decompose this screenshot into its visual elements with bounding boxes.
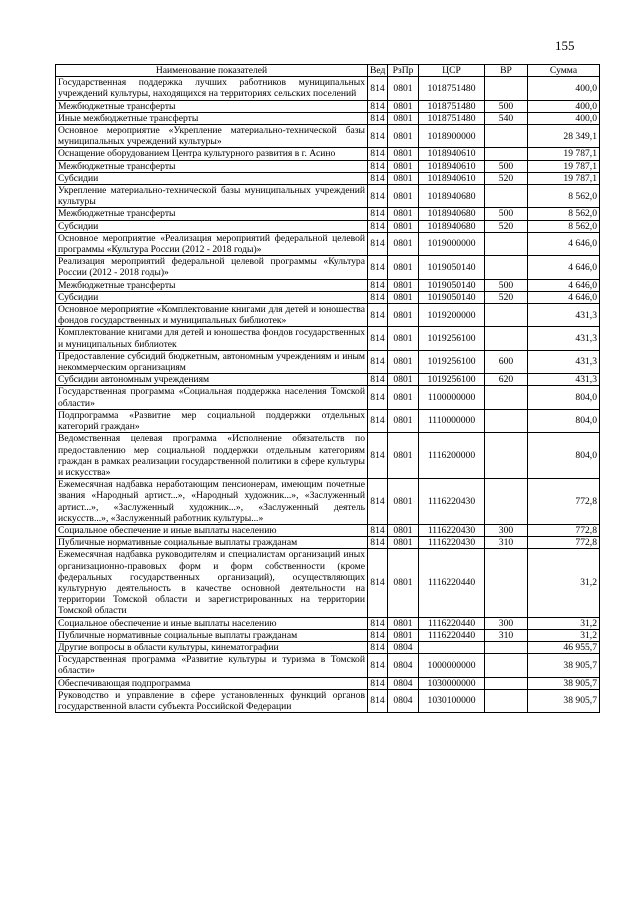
cell-name: Государственная программа «Развитие культуры и туризма в Томской области» [56, 654, 368, 677]
table-row [56, 549, 600, 617]
table-row [56, 256, 600, 279]
cell-csr: 1018940680 [419, 220, 485, 232]
cell-csr: 1019050140 [419, 256, 485, 279]
table-row [56, 374, 600, 386]
cell-vr: 500 [485, 100, 528, 112]
cell-name: Реализация мероприятий федеральной целевой программы «Культура России (2012 - 2018 годы)» [56, 256, 368, 279]
table-row [56, 291, 600, 303]
cell-sum: 772,8 [528, 524, 600, 536]
cell-rzpr: 0801 [388, 172, 419, 184]
cell-csr: 1030000000 [419, 677, 485, 689]
table-row [56, 220, 600, 232]
cell-ved: 814 [368, 350, 388, 373]
cell-csr: 1018940610 [419, 160, 485, 172]
cell-vr: 500 [485, 208, 528, 220]
cell-name: Ежемесячная надбавка неработающим пенсионерам, имеющим почетные звания «Народный артист...», «Народный художник...», «Заслуженный артист...», «Заслуженный художник...», «Заслуженный деятель искусств...», «Заслуженный работник культуры...» [56, 479, 368, 525]
table-row [56, 185, 600, 208]
cell-ved: 814 [368, 256, 388, 279]
table-row [56, 208, 600, 220]
cell-name: Подпрограмма «Развитие мер социальной поддержки отдельных категорий граждан» [56, 409, 368, 432]
cell-vr [485, 689, 528, 712]
cell-csr: 1116220440 [419, 629, 485, 641]
cell-rzpr: 0804 [388, 641, 419, 653]
table-row [56, 279, 600, 291]
cell-csr: 1030100000 [419, 689, 485, 712]
cell-csr: 1018751480 [419, 100, 485, 112]
cell-name: Государственная поддержка лучших работников муниципальных учреждений культуры, находящихся на территориях сельских поселений [56, 77, 368, 100]
table-row [56, 677, 600, 689]
cell-sum: 28 349,1 [528, 125, 600, 148]
cell-csr: 1019256100 [419, 374, 485, 386]
cell-csr: 1116220430 [419, 479, 485, 525]
header-vr: ВР [485, 65, 528, 77]
table-row [56, 689, 600, 712]
cell-sum: 38 905,7 [528, 689, 600, 712]
cell-rzpr: 0801 [388, 185, 419, 208]
cell-rzpr: 0801 [388, 386, 419, 409]
header-ved: Вед [368, 65, 388, 77]
cell-ved: 814 [368, 409, 388, 432]
cell-sum: 772,8 [528, 537, 600, 549]
cell-sum: 400,0 [528, 112, 600, 124]
cell-csr: 1116220440 [419, 617, 485, 629]
table-header-row [56, 65, 600, 77]
cell-ved: 814 [368, 148, 388, 160]
header-rzpr: РзПр [388, 65, 419, 77]
cell-rzpr: 0801 [388, 256, 419, 279]
cell-csr: 1018940680 [419, 185, 485, 208]
table-row [56, 160, 600, 172]
cell-vr: 300 [485, 524, 528, 536]
cell-name: Предоставление субсидий бюджетным, автономным учреждениям и иным некоммерческим организациям [56, 350, 368, 373]
cell-rzpr: 0801 [388, 112, 419, 124]
cell-vr [485, 185, 528, 208]
cell-vr [485, 549, 528, 617]
cell-ved: 814 [368, 654, 388, 677]
cell-name: Межбюджетные трансферты [56, 279, 368, 291]
cell-ved: 814 [368, 689, 388, 712]
cell-csr: 1018940610 [419, 172, 485, 184]
table-row [56, 304, 600, 327]
cell-csr: 1018940680 [419, 208, 485, 220]
cell-vr [485, 304, 528, 327]
cell-name: Межбюджетные трансферты [56, 100, 368, 112]
cell-rzpr: 0801 [388, 327, 419, 350]
cell-sum: 19 787,1 [528, 148, 600, 160]
cell-vr: 520 [485, 172, 528, 184]
cell-ved: 814 [368, 185, 388, 208]
cell-vr: 620 [485, 374, 528, 386]
cell-sum: 4 646,0 [528, 291, 600, 303]
cell-sum: 8 562,0 [528, 220, 600, 232]
cell-rzpr: 0801 [388, 350, 419, 373]
cell-rzpr: 0801 [388, 100, 419, 112]
table-row [56, 172, 600, 184]
cell-name: Основное мероприятие «Реализация мероприятий федеральной целевой программы «Культура России (2012 - 2018 годы)» [56, 232, 368, 255]
cell-sum: 431,3 [528, 350, 600, 373]
cell-rzpr: 0801 [388, 524, 419, 536]
cell-vr: 540 [485, 112, 528, 124]
header-sum: Сумма [528, 65, 600, 77]
cell-rzpr: 0801 [388, 232, 419, 255]
header-csr: ЦСР [419, 65, 485, 77]
table-row [56, 386, 600, 409]
cell-ved: 814 [368, 77, 388, 100]
cell-csr: 1110000000 [419, 409, 485, 432]
cell-csr: 1019050140 [419, 279, 485, 291]
cell-name: Ведомственная целевая программа «Исполнение обязательств по предоставлению мер социальной поддержки отдельным категориям граждан в рамках реализации государственной политики в сфере культуры и искусства» [56, 433, 368, 479]
cell-vr [485, 479, 528, 525]
cell-sum: 38 905,7 [528, 677, 600, 689]
table-row [56, 409, 600, 432]
cell-csr: 1019200000 [419, 304, 485, 327]
cell-rzpr: 0804 [388, 689, 419, 712]
cell-vr [485, 232, 528, 255]
cell-name: Субсидии [56, 220, 368, 232]
cell-rzpr: 0801 [388, 617, 419, 629]
budget-table [55, 64, 600, 713]
cell-name: Оснащение оборудованием Центра культурного развития в г. Асино [56, 148, 368, 160]
cell-rzpr: 0801 [388, 479, 419, 525]
table-row [56, 537, 600, 549]
table-row [56, 232, 600, 255]
cell-name: Межбюджетные трансферты [56, 160, 368, 172]
cell-ved: 814 [368, 112, 388, 124]
cell-rzpr: 0801 [388, 537, 419, 549]
cell-csr: 1018900000 [419, 125, 485, 148]
cell-ved: 814 [368, 100, 388, 112]
cell-ved: 814 [368, 641, 388, 653]
cell-csr: 1018751480 [419, 112, 485, 124]
cell-name: Укрепление материально-технической базы муниципальных учреждений культуры [56, 185, 368, 208]
cell-rzpr: 0804 [388, 654, 419, 677]
table-row [56, 524, 600, 536]
table-body [56, 77, 600, 713]
cell-sum: 431,3 [528, 304, 600, 327]
cell-sum: 8 562,0 [528, 185, 600, 208]
cell-sum: 19 787,1 [528, 160, 600, 172]
cell-sum: 804,0 [528, 409, 600, 432]
cell-sum: 31,2 [528, 617, 600, 629]
cell-rzpr: 0801 [388, 160, 419, 172]
cell-vr [485, 641, 528, 653]
cell-vr: 600 [485, 350, 528, 373]
cell-sum: 31,2 [528, 629, 600, 641]
cell-ved: 814 [368, 125, 388, 148]
cell-sum: 804,0 [528, 433, 600, 479]
cell-csr: 1018751480 [419, 77, 485, 100]
cell-ved: 814 [368, 291, 388, 303]
cell-sum: 804,0 [528, 386, 600, 409]
cell-vr: 310 [485, 629, 528, 641]
cell-name: Социальное обеспечение и иные выплаты населению [56, 617, 368, 629]
table-row [56, 350, 600, 373]
cell-vr [485, 386, 528, 409]
page-number: 155 [555, 38, 575, 53]
cell-ved: 814 [368, 433, 388, 479]
cell-csr: 1000000000 [419, 654, 485, 677]
cell-ved: 814 [368, 677, 388, 689]
cell-vr [485, 77, 528, 100]
cell-ved: 814 [368, 629, 388, 641]
cell-vr: 520 [485, 291, 528, 303]
cell-sum: 400,0 [528, 100, 600, 112]
cell-ved: 814 [368, 220, 388, 232]
table-row [56, 100, 600, 112]
cell-name: Основное мероприятие «Комплектование книгами для детей и юношества фондов государственных и муниципальных библиотек» [56, 304, 368, 327]
cell-rzpr: 0801 [388, 208, 419, 220]
cell-rzpr: 0801 [388, 304, 419, 327]
cell-rzpr: 0801 [388, 148, 419, 160]
cell-sum: 46 955,7 [528, 641, 600, 653]
cell-sum: 8 562,0 [528, 208, 600, 220]
cell-sum: 431,3 [528, 374, 600, 386]
cell-ved: 814 [368, 208, 388, 220]
cell-sum: 4 646,0 [528, 232, 600, 255]
table-row [56, 629, 600, 641]
cell-ved: 814 [368, 327, 388, 350]
cell-vr: 500 [485, 160, 528, 172]
cell-csr: 1116220430 [419, 537, 485, 549]
cell-rzpr: 0801 [388, 409, 419, 432]
table-row [56, 112, 600, 124]
cell-ved: 814 [368, 232, 388, 255]
cell-rzpr: 0801 [388, 77, 419, 100]
cell-sum: 4 646,0 [528, 279, 600, 291]
cell-sum: 772,8 [528, 479, 600, 525]
cell-name: Социальное обеспечение и иные выплаты населению [56, 524, 368, 536]
cell-sum: 400,0 [528, 77, 600, 100]
cell-rzpr: 0801 [388, 291, 419, 303]
cell-vr [485, 256, 528, 279]
cell-ved: 814 [368, 374, 388, 386]
cell-vr: 520 [485, 220, 528, 232]
cell-name: Обеспечивающая подпрограмма [56, 677, 368, 689]
cell-rzpr: 0801 [388, 629, 419, 641]
cell-sum: 19 787,1 [528, 172, 600, 184]
table-row [56, 327, 600, 350]
cell-ved: 814 [368, 279, 388, 291]
cell-sum: 431,3 [528, 327, 600, 350]
cell-ved: 814 [368, 386, 388, 409]
cell-rzpr: 0804 [388, 677, 419, 689]
cell-rzpr: 0801 [388, 220, 419, 232]
cell-ved: 814 [368, 524, 388, 536]
cell-ved: 814 [368, 537, 388, 549]
cell-csr: 1019050140 [419, 291, 485, 303]
cell-vr [485, 327, 528, 350]
cell-name: Основное мероприятие «Укрепление материально-технической базы муниципальных учреждений культуры» [56, 125, 368, 148]
cell-name: Другие вопросы в области культуры, кинематографии [56, 641, 368, 653]
cell-ved: 814 [368, 549, 388, 617]
cell-vr [485, 677, 528, 689]
cell-sum: 4 646,0 [528, 256, 600, 279]
cell-vr [485, 409, 528, 432]
table-row [56, 479, 600, 525]
cell-name: Субсидии [56, 291, 368, 303]
cell-rzpr: 0801 [388, 374, 419, 386]
cell-vr: 300 [485, 617, 528, 629]
cell-sum: 31,2 [528, 549, 600, 617]
cell-csr: 1018940610 [419, 148, 485, 160]
cell-ved: 814 [368, 479, 388, 525]
cell-vr [485, 433, 528, 479]
cell-name: Межбюджетные трансферты [56, 208, 368, 220]
cell-csr: 1116220430 [419, 524, 485, 536]
cell-csr: 1019000000 [419, 232, 485, 255]
cell-vr [485, 125, 528, 148]
table-row [56, 641, 600, 653]
cell-csr: 1116220440 [419, 549, 485, 617]
cell-rzpr: 0801 [388, 549, 419, 617]
cell-name: Ежемесячная надбавка руководителям и специалистам организаций иных организационно-правовых форм и форм собственности (кроме федеральных государственных организаций), осуществляющих культурную деятельность в качестве основной деятельности на территории Томской области и зарегистрированных на территории Томской области [56, 549, 368, 617]
cell-name: Субсидии [56, 172, 368, 184]
cell-rzpr: 0801 [388, 433, 419, 479]
cell-name: Субсидии автономным учреждениям [56, 374, 368, 386]
cell-ved: 814 [368, 617, 388, 629]
cell-vr: 500 [485, 279, 528, 291]
cell-vr: 310 [485, 537, 528, 549]
cell-ved: 814 [368, 172, 388, 184]
cell-name: Руководство и управление в сфере установленных функций органов государственной власти субъекта Российской Федерации [56, 689, 368, 712]
table-row [56, 617, 600, 629]
cell-name: Публичные нормативные социальные выплаты гражданам [56, 629, 368, 641]
cell-vr [485, 654, 528, 677]
cell-csr: 1116200000 [419, 433, 485, 479]
table-row [56, 433, 600, 479]
cell-name: Публичные нормативные социальные выплаты гражданам [56, 537, 368, 549]
table-row [56, 125, 600, 148]
header-name: Наименование показателей [56, 65, 368, 77]
cell-rzpr: 0801 [388, 279, 419, 291]
cell-csr: 1100000000 [419, 386, 485, 409]
table-row [56, 77, 600, 100]
cell-ved: 814 [368, 304, 388, 327]
cell-sum: 38 905,7 [528, 654, 600, 677]
cell-csr: 1019256100 [419, 350, 485, 373]
cell-name: Иные межбюджетные трансферты [56, 112, 368, 124]
table-row [56, 148, 600, 160]
cell-vr [485, 148, 528, 160]
cell-name: Государственная программа «Социальная поддержка населения Томской области» [56, 386, 368, 409]
cell-rzpr: 0801 [388, 125, 419, 148]
table-row [56, 654, 600, 677]
cell-csr [419, 641, 485, 653]
cell-csr: 1019256100 [419, 327, 485, 350]
cell-name: Комплектование книгами для детей и юношества фондов государственных и муниципальных библиотек [56, 327, 368, 350]
cell-ved: 814 [368, 160, 388, 172]
